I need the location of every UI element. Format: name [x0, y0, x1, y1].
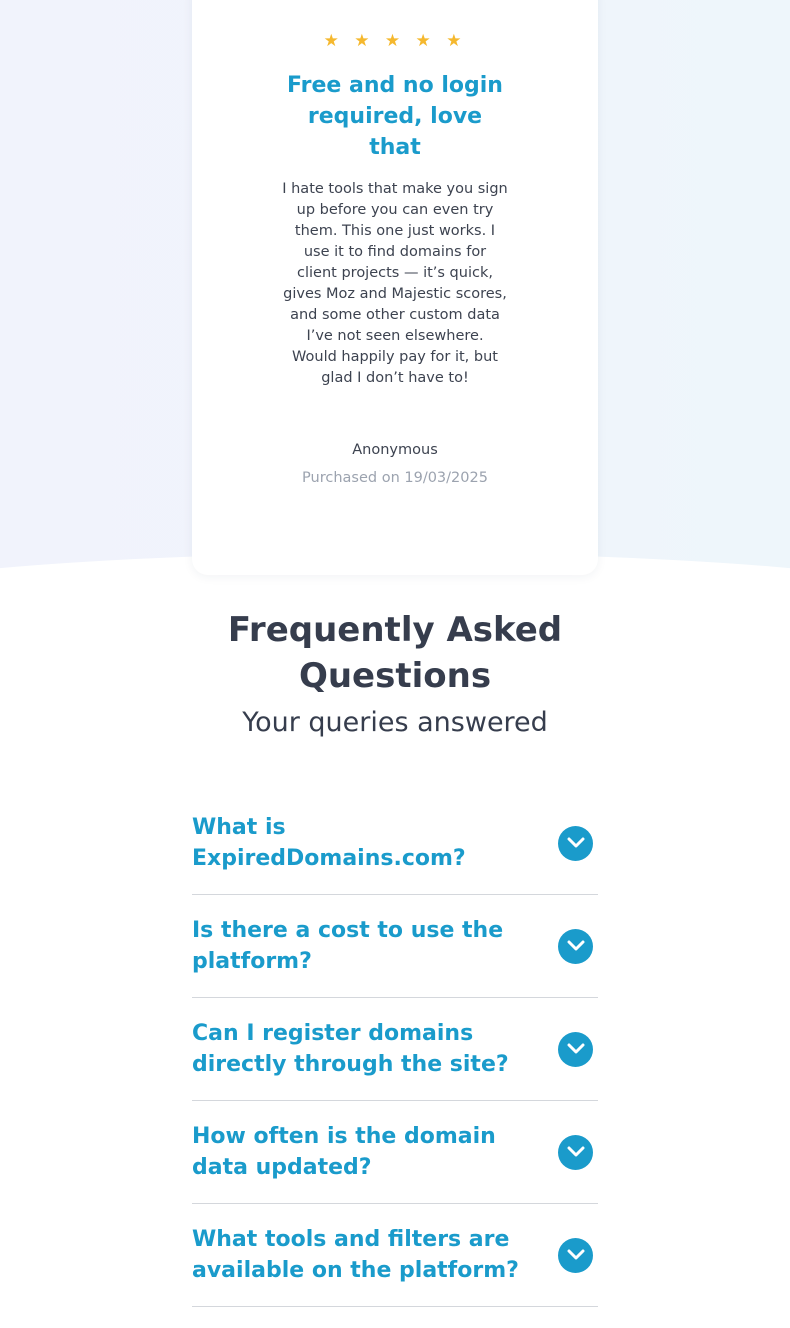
faq-title: Frequently Asked Questions: [227, 610, 563, 696]
faq-question[interactable]: What tools and filters are available on the platform?: [192, 1227, 519, 1283]
star-icon: ★: [384, 31, 406, 51]
faq-item[interactable]: [192, 1204, 598, 1307]
faq-subtitle: Your queries answered: [242, 707, 548, 738]
faq-question[interactable]: How often is the domain data updated?: [192, 1124, 496, 1180]
review-title: Free and no login required, love that: [287, 73, 503, 160]
faq-item[interactable]: [192, 895, 598, 998]
review-date: Purchased on 19/03/2025: [302, 470, 488, 486]
chevron-down-icon[interactable]: [558, 1135, 593, 1170]
faq-question[interactable]: What is ExpiredDomains.com?: [192, 815, 466, 871]
star-icon: ★: [354, 31, 375, 51]
faq-list: [192, 792, 598, 1307]
star-icon: ★: [415, 31, 436, 51]
star-icon: ★: [323, 31, 344, 51]
review-card: [192, 0, 598, 575]
faq-item[interactable]: [192, 998, 598, 1101]
star-rating: [192, 31, 598, 51]
review-body: I hate tools that make you sign up before you can even try them. This one just works. I use it to find domains for client projects — it’s quick, gives Moz and Majestic scores, and some other custom data I’ve not seen elsewhere. Would happily pay for it, but glad I don’t have to!: [282, 181, 508, 386]
chevron-down-icon[interactable]: [558, 1032, 593, 1067]
faq-question[interactable]: Can I register domains directly through the site?: [192, 1021, 509, 1077]
review-author: Anonymous: [352, 442, 438, 458]
faq-item[interactable]: [192, 792, 598, 895]
faq-item[interactable]: [192, 1101, 598, 1204]
chevron-down-icon[interactable]: [558, 826, 593, 861]
star-icon: ★: [446, 31, 467, 51]
faq-question[interactable]: Is there a cost to use the platform?: [192, 918, 504, 974]
chevron-down-icon[interactable]: [558, 929, 593, 964]
chevron-down-icon[interactable]: [558, 1238, 593, 1273]
